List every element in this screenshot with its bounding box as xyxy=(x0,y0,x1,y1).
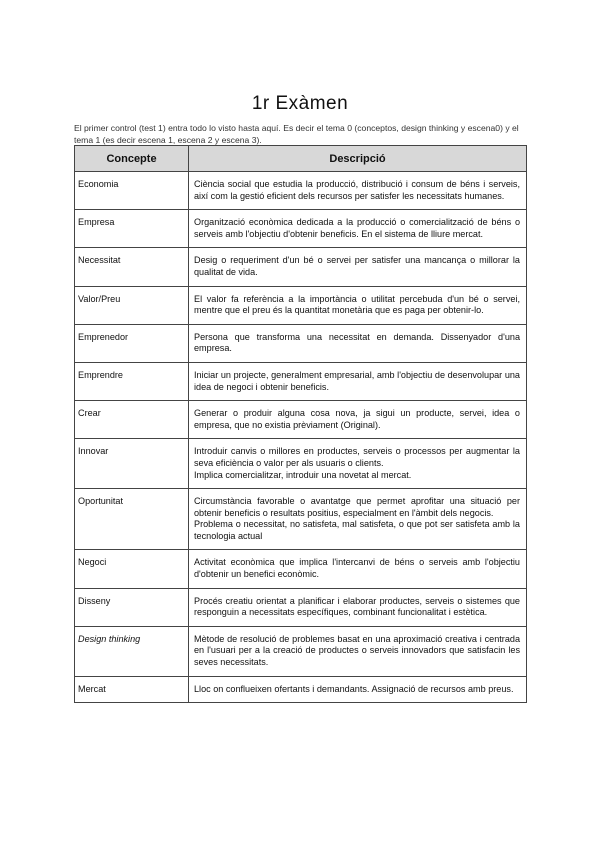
table-body xyxy=(75,172,527,703)
description-text: El valor fa referència a la importància o utilitat percebuda d'un bé o servei, mentre que el preu és la quantitat monetària que es paga per obtenir-lo. xyxy=(194,293,520,316)
concept-cell: Empresa xyxy=(75,210,189,248)
description-text: Implica comercialitzar, introduir una novetat al mercat. xyxy=(194,469,412,480)
description-cell xyxy=(189,676,527,703)
concept-cell: Oportunitat xyxy=(75,489,189,550)
table-row xyxy=(75,324,527,362)
concept-cell: Emprenedor xyxy=(75,324,189,362)
concept-cell: Mercat xyxy=(75,676,189,703)
description-text: Procés creatiu orientat a planificar i elaborar productes, serveis o sistemes que responguin a necessitats específiques, combinant funcionalitat i estètica. xyxy=(194,595,520,618)
description-cell xyxy=(189,439,527,489)
description-cell xyxy=(189,489,527,550)
table-row xyxy=(75,210,527,248)
description-text: Mètode de resolució de problemes basat en una aproximació creativa i centrada en l'usuari per a la creació de productes o serveis innovadors que satisfacin les seves necessitats. xyxy=(194,633,520,668)
concept-cell: Negoci xyxy=(75,550,189,588)
description-cell xyxy=(189,401,527,439)
table-row xyxy=(75,248,527,286)
table-row xyxy=(75,362,527,400)
table-row xyxy=(75,489,527,550)
header-descripcio: Descripció xyxy=(189,146,527,172)
header-concepte: Concepte xyxy=(75,146,189,172)
table-row xyxy=(75,588,527,626)
concept-cell: Design thinking xyxy=(75,626,189,676)
intro-text: El primer control (test 1) entra todo lo visto hasta aquí. Es decir el tema 0 (conceptos, design thinking y escena0) y el tema 1 (es decir escena 1, escena 2 y escena 3). xyxy=(74,123,519,145)
description-cell xyxy=(189,362,527,400)
description-text: Introduir canvis o millores en productes, serveis o processos per augmentar la seva eficiència o valor per als usuaris o clients. xyxy=(194,446,520,468)
description-cell xyxy=(189,324,527,362)
concept-cell: Innovar xyxy=(75,439,189,489)
concept-cell: Disseny xyxy=(75,588,189,626)
description-cell xyxy=(189,626,527,676)
description-text: Problema o necessitat, no satisfeta, mal satisfeta, o que pot ser satisfeta amb la tecnologia actual xyxy=(194,519,520,541)
table-row xyxy=(75,401,527,439)
concepts-table xyxy=(74,145,527,703)
description-text: Persona que transforma una necessitat en demanda. Dissenyador d'una empresa. xyxy=(194,331,520,354)
table-row xyxy=(75,550,527,588)
description-text: Circumstància favorable o avantatge que permet aprofitar una situació per obtenir beneficis o resultats positius, especialment en l'àmbit dels negocis. xyxy=(194,496,520,518)
concept-cell: Necessitat xyxy=(75,248,189,286)
description-text: Ciència social que estudia la producció, distribució i consum de béns i serveis, així com la gestió eficient dels recursos per satisfer les necessitats humanes. xyxy=(194,179,520,201)
description-cell xyxy=(189,172,527,210)
table-row xyxy=(75,626,527,676)
description-text: Iniciar un projecte, generalment empresarial, amb l'objectiu de desenvolupar una idea de negoci i obtenir beneficis. xyxy=(194,369,520,392)
description-text: Generar o produir alguna cosa nova, ja sigui un producte, servei, idea o empresa, que no existia prèviament (Original). xyxy=(194,408,520,430)
concept-cell: Valor/Preu xyxy=(75,286,189,324)
page-title: 1r Exàmen xyxy=(251,93,349,114)
description-cell xyxy=(189,588,527,626)
description-text: Desig o requeriment d'un bé o servei per satisfer una mancança o millorar la qualitat de vida. xyxy=(194,255,520,277)
description-cell xyxy=(189,248,527,286)
table-row xyxy=(75,676,527,703)
description-text: Activitat econòmica que implica l'intercanvi de béns o serveis amb l'objectiu d'obtenir un benefici econòmic. xyxy=(194,557,520,580)
description-text: Organització econòmica dedicada a la producció o comercialització de béns o serveis amb l'objectiu d'obtenir beneficis. En el sistema de lliure mercat. xyxy=(194,217,520,239)
description-cell xyxy=(189,210,527,248)
description-cell xyxy=(189,550,527,588)
concept-cell: Economia xyxy=(75,172,189,210)
table-header-row xyxy=(75,146,527,172)
table-row xyxy=(75,286,527,324)
table-row xyxy=(75,172,527,210)
concept-cell: Emprendre xyxy=(75,362,189,400)
description-cell xyxy=(189,286,527,324)
table-row xyxy=(75,439,527,489)
concept-cell: Crear xyxy=(75,401,189,439)
description-text: Lloc on conflueixen ofertants i demandants. Assignació de recursos amb preus. xyxy=(194,683,514,694)
